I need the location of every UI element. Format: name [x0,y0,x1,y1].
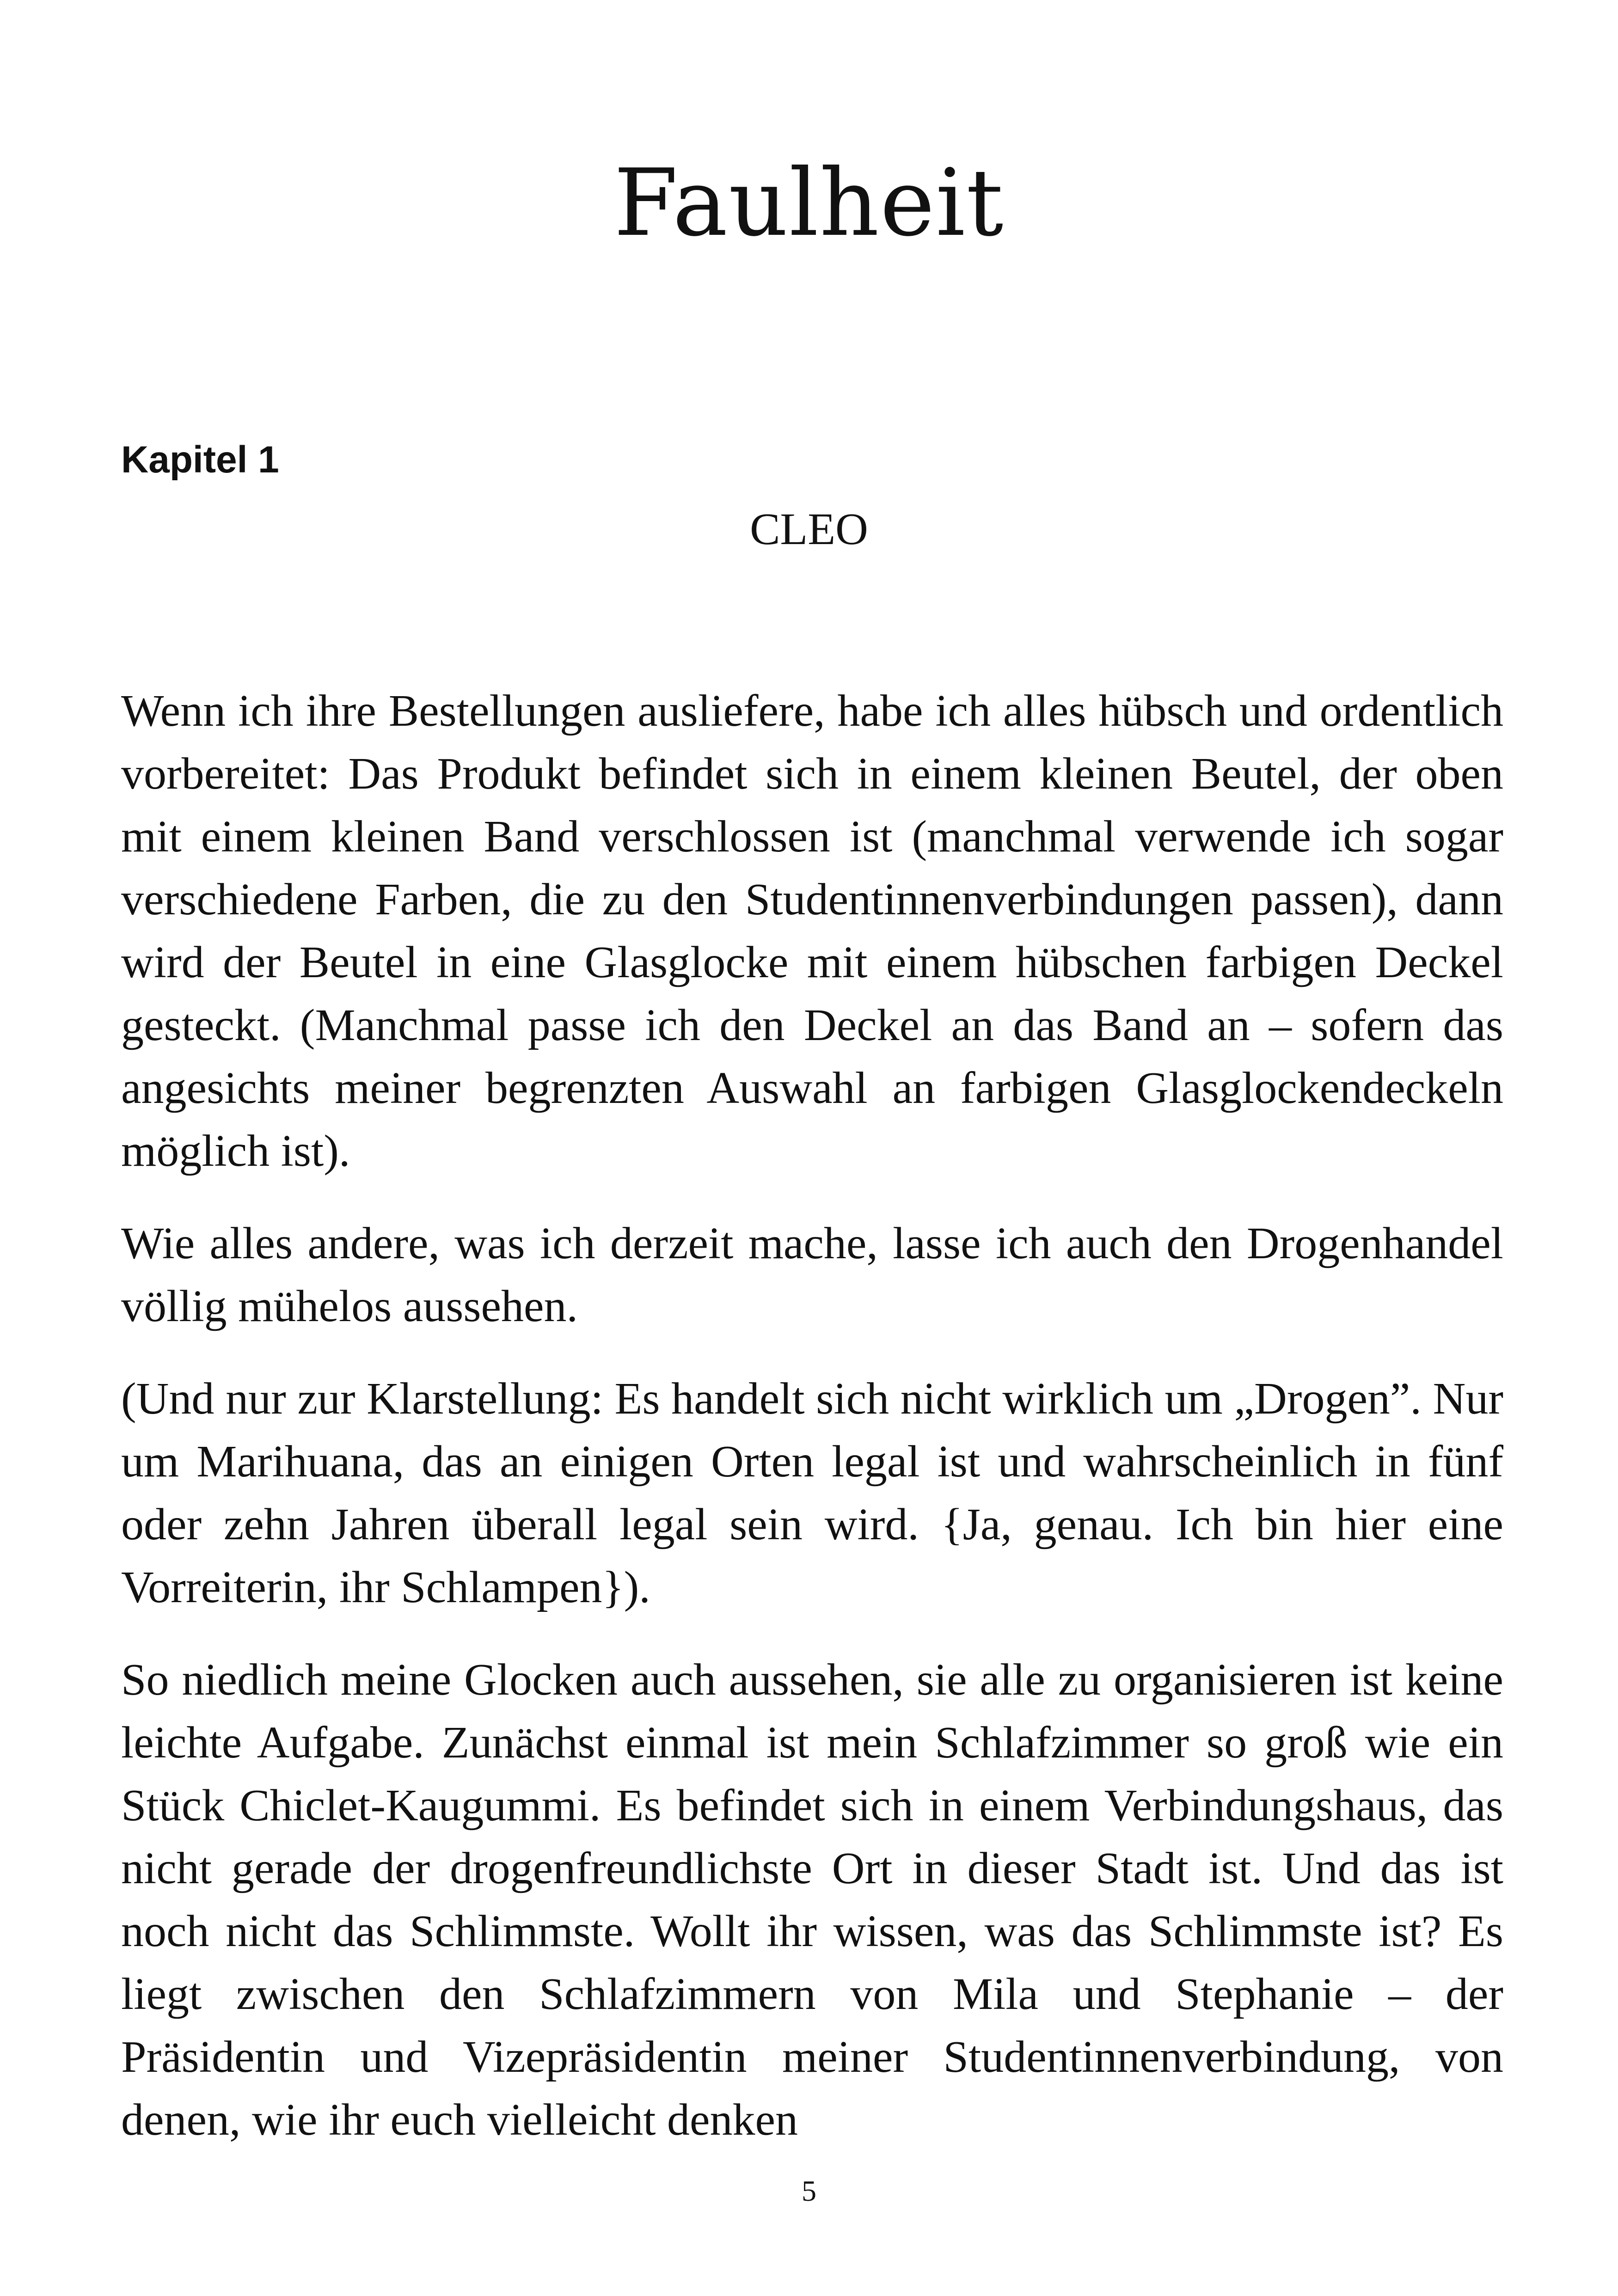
paragraph: So niedlich meine Glocken auch aussehen, sie alle zu organisieren ist keine leichte Aufgabe. Zunächst einmal ist mein Schlafzimmer so groß wie ein Stück Chiclet-Kaugummi. Es befindet sich in einem Verbindungshaus, das nicht gerade der drogenfreundlichste Ort in dieser Stadt ist. Und das ist noch nicht das Schlimmste. Wollt ihr wissen, was das Schlimmste ist? Es liegt zwischen den Schlafzimmern von Mila und Stephanie – der Präsidentin und Vizepräsidentin meiner Studentinnenverbindung, von denen, wie ihr euch vielleicht denken [121,1655,1503,2145]
page-number: 5 [802,2174,816,2207]
paragraph: Wenn ich ihre Bestellungen ausliefere, habe ich alles hübsch und ordentlich vorbereitet: Das Produkt befindet sich in einem kleinen Beutel, der oben mit einem kleinen Band verschlossen ist (manchmal verwende ich sogar verschiedene Farben, die zu den Studentinnenverbindungen passen), dann wird der Beutel in eine Glasglocke mit einem hübschen farbigen Deckel gesteckt. (Manchmal passe ich den Deckel an das Band an – sofern das angesichts meiner begrenzten Auswahl an farbigen Glasglockendeckeln möglich ist). [121,686,1503,1176]
body-text [121,680,1503,2181]
chapter-label: Kapitel 1 [121,439,279,481]
page-title: Faulheit [613,149,1005,257]
chapter-subtitle: CLEO [750,504,868,554]
paragraph: (Und nur zur Klarstellung: Es handelt sich nicht wirklich um „Drogen”. Nur um Marihuana, das an einigen Orten legal ist und wahrscheinlich in fünf oder zehn Jahren überall legal sein wird. {Ja, genau. Ich bin hier eine Vorreiterin, ihr Schlampen}). [121,1374,1503,1612]
paragraph: Wie alles andere, was ich derzeit mache, lasse ich auch den Drogenhandel völlig mühelos aussehen. [121,1218,1503,1331]
